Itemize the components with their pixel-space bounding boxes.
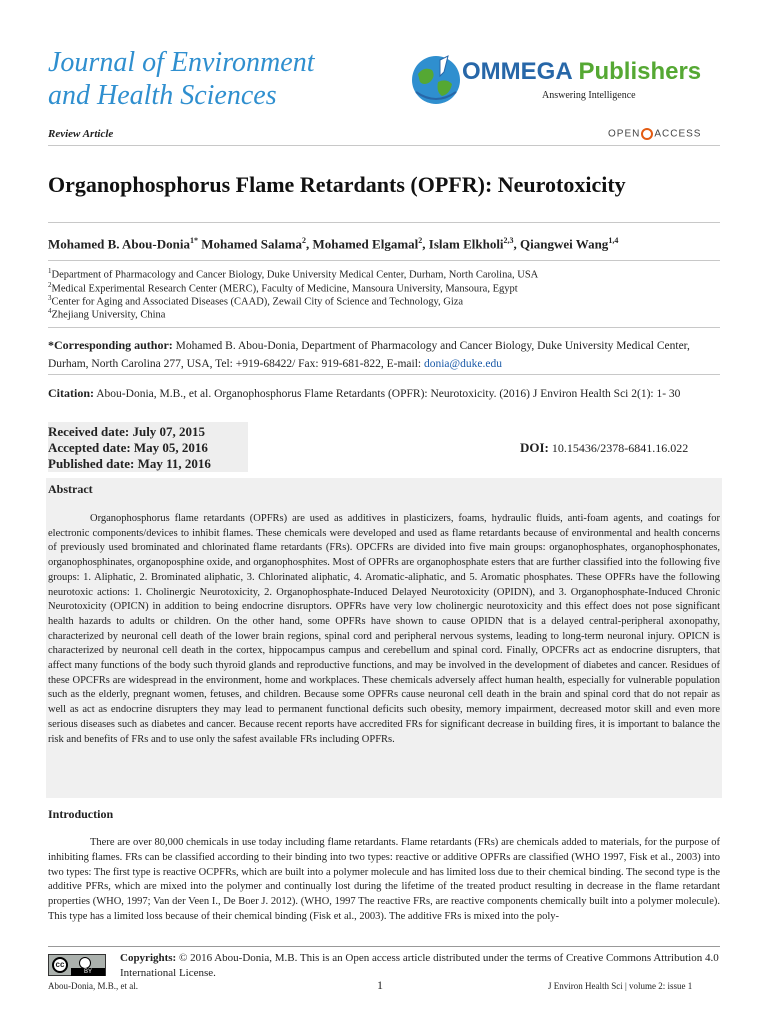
author-list: Mohamed B. Abou-Donia$^{1*}$ Mohamed Salama$^2$, Mohamed Elgamal$^2$, Islam Elkholi$^{2,3}$, Qiangwei Wang$^{1,4}$ [48, 236, 619, 252]
published-date: Published date: May 11, 2016 [48, 456, 211, 471]
publisher-name [462, 58, 701, 86]
introduction-heading: Introduction [48, 807, 114, 821]
cc-by-label: BY [71, 968, 105, 976]
citation-label: Citation: [48, 386, 94, 400]
open-access-lock-icon [641, 128, 653, 140]
citation [48, 384, 720, 403]
article-title: Organophosphorus Flame Retardants (OPFR): Neurotoxicity [48, 172, 626, 197]
affiliations-divider [48, 327, 720, 328]
author-name: Islam Elkholi [428, 236, 504, 252]
publisher-tagline: Answering Intelligence [542, 90, 636, 101]
doi [520, 440, 688, 456]
affiliation-marker: 2 [48, 281, 52, 289]
footer-divider [48, 946, 720, 947]
journal-title-line1: Journal of Environment [48, 47, 315, 78]
author-affiliation-marker: 1* [189, 236, 198, 245]
open-access-right: ACCESS [654, 128, 702, 140]
affiliation-line [48, 281, 518, 295]
corresponding-author [48, 336, 720, 373]
affiliation-line [48, 307, 165, 321]
doi-value[interactable]: 10.15436/2378-6841.16.022 [551, 441, 689, 455]
received-date: Received date: July 07, 2015 [48, 424, 206, 439]
doi-label: DOI: [520, 440, 549, 455]
author-name: Mohamed Elgamal [312, 236, 419, 252]
author-name: Mohamed Salama [201, 236, 302, 252]
citation-text: Abou-Donia, M.B., et al. Organophosphorus Flame Retardants (OPFR): Neurotoxicity. (2016) J Environ Health Sci 2(1): 1- 30 [96, 388, 681, 400]
affiliation-text: Zhejiang University, China [51, 309, 166, 321]
affiliation-text: Department of Pharmacology and Cancer Biology, Duke University Medical Center, Durham, North Carolina, USA [51, 269, 539, 281]
corresponding-email-link[interactable]: donia@duke.edu [423, 358, 502, 370]
journal-title [48, 46, 314, 112]
open-access-left: OPEN [608, 128, 641, 140]
creative-commons-badge[interactable] [48, 954, 106, 976]
affiliation-text: Center for Aging and Associated Diseases (CAAD), Zewail City of Science and Technology, Giza [51, 296, 464, 308]
accepted-date: Accepted date: May 05, 2016 [48, 440, 208, 455]
footer-journal-info: J Environ Health Sci | volume 2: issue 1 [548, 981, 693, 991]
author-affiliation-marker: 2 [301, 236, 306, 245]
affiliation-marker: 4 [48, 307, 52, 315]
publisher-name-part1: OMMEGA [462, 58, 572, 85]
corresponding-label: *Corresponding author: [48, 338, 173, 352]
footer-author: Abou-Donia, M.B., et al. [48, 981, 138, 991]
abstract-heading: Abstract [48, 482, 93, 496]
author-affiliation-marker: 1,4 [608, 236, 619, 245]
author-affiliation-marker: 2 [418, 236, 423, 245]
affiliation-line [48, 294, 463, 308]
affiliation-marker: 3 [48, 294, 52, 302]
corresponding-divider [48, 374, 720, 375]
affiliation-text: Medical Experimental Research Center (MERC), Faculty of Medicine, Mansoura University, Mansoura, Egypt [51, 283, 518, 295]
copyright-text: © 2016 Abou-Donia, M.B. This is an Open access article distributed under the terms of Creative Commons Attribution 4.0 International License. [120, 952, 719, 979]
page-number: 1 [377, 978, 383, 992]
copyright-notice [120, 951, 720, 981]
header-divider [48, 145, 720, 146]
introduction-text: There are over 80,000 chemicals in use today including flame retardants. Flame retardants (FRs) are chemicals added to materials, for the purpose of inhibiting flames. FRs can be classified according to their binding into two types: reactive or additive OPFRs are classified (WHO 1997, Fisk et al., 2003) into two types: The first type is reactive OCPFRs, which are built into a polymer molecule and has limited loss due to their chemical binding. The second type is the additive PFRs, which are mixed into the polymer and continually lost during the lifetime of the treated product resulting in decrease in the flame retardant properties (WHO, 1997; Van der Veen I., De Boer J. 2012). (WHO, 1997 The reactive FRs, are reactive components chemically built into a polymer molecule). This type has a limited loss because of their chemical binding (Fisk et al., 2003). The additive FRs is mixed into the poly- [48, 837, 720, 922]
publisher-name-part2: Publishers [571, 58, 702, 85]
affiliation-marker: 1 [48, 267, 52, 275]
article-type: Review Article [48, 128, 114, 140]
copyright-label: Copyrights: [120, 952, 177, 964]
cc-icon: cc [52, 957, 68, 973]
affiliation-line [48, 267, 538, 281]
open-access-badge [608, 128, 701, 140]
journal-title-line2: and Health Sciences [48, 80, 277, 111]
corresponding-text: Mohamed B. Abou-Donia, Department of Pharmacology and Cancer Biology, Duke University Medical Center, Durham, North Carolina 277, USA, Tel: +919-68422/ Fax: 919-681-822, E-mail: [48, 340, 690, 370]
ommega-globe-logo-icon [410, 52, 462, 108]
author-name: Mohamed B. Abou-Donia [48, 236, 190, 252]
author-affiliation-marker: 2,3 [503, 236, 514, 245]
author-name: Qiangwei Wang [520, 236, 609, 252]
abstract-text: Organophosphorus flame retardants (OPFRs) are used as additives in plasticizers, foams, hydraulic fluids, anti-foam agents, and coatings for electronic components/devices to inhibit flames. These chemicals were developed and used as flame retardants because of environmental and health concerns of previously used brominated and chlorinated flame retardants (FRs). OPCFRs are divided into five main groups: organophosphates, organophosphonates, organophosphinates, organoposphine oxide, and organophosphites. Most of OPFRs are organophosphate esters that are further classified into the following five groups: 1. Aliphatic, 2. Brominated aliphatic, 3. Chlorinated aliphatic, 4. Aromatic-aliphatic, and 5. Aromatic phosphates. These OPFRs have the following neurotoxic actions: 1. Cholinergic Neurotoxicity, 2. Organophosphate-Induced Delayed Neurotoxicity (OPIDN), and 3. Organophosphate-Induced Chronic Neurotoxicity (OPICN) in addition to being endocrine disruptors. OPFRs have very low cholinergic neurotoxicity and this effect does not pose significant health hazards to adults or children. On the other hand, some OPFRs have shown to cause OPIDN that is a delayed central-peripheral axonopathy, characterized by neuronal cell death of the lower brain regions, spinal cord and peripheral nervous systems, leading to long-term neuronal injury. OPICN is characterized by neuronal cell death in the cortex, hippocampus campus and cerebellum and spinal cord. Finally, OPCFRs act as endocrine disrupters, that affect many functions of the body such thyroid glands and reproductive functions, and may be involved in the development of diabetes and cancer. Residues of these OPCFRs are widespread in the environment, home and workplaces. These chemicals adversely affect human health, especially for vulnerable population such as the elderly, pregnant women, fetuses, and children. Because some OPFRs cause neuronal cell death in the brain and spinal cord that do not repair as well as act as endocrine disrupters they may lead to permanent functional deficits such obesity, memory impairment, decreased motor skill and even more serious diseases such as diabetes and cancer. Because recent reports have accredited FRs for significant decrease in building fires, it is important to balance the risk and benefits of FRs and to use only the safest available FRs including OPFRs. [48, 513, 720, 745]
authors-divider [48, 260, 720, 261]
title-divider [48, 222, 720, 223]
